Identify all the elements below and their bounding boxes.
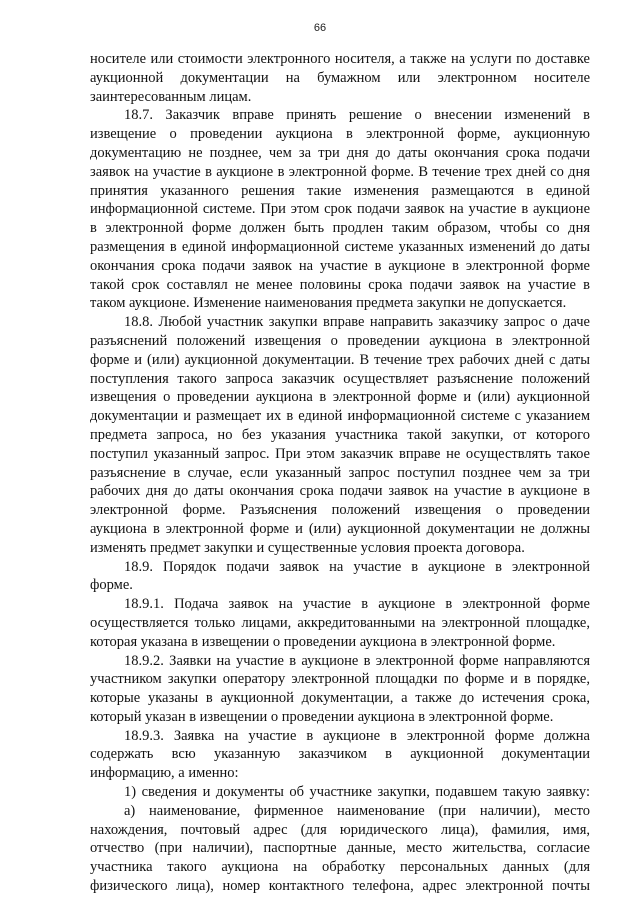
text-line: электронной форме. Разъяснения положений извещения о проведении [90,502,590,519]
text-line: форме. [90,577,133,594]
text-line: таком аукционе. Изменение наименования предмета закупки не допускается. [90,295,567,312]
text-line: документацию не позднее, чем за три дня до даты окончания срока подачи [90,144,590,161]
text-line: поступления такого запроса заказчик осуществляет разъяснение положений [90,370,590,387]
text-line: 18.8. Любой участник закупки вправе направить заказчику запрос о даче [124,314,590,331]
text-line: аукционной документации на бумажном или электронном носителе [90,69,590,86]
text-line: извещения о проведении аукциона в электронной форме и (или) аукционной [90,389,590,406]
text-line: такой срок составлял не менее половины срока подачи заявок на участие в [90,276,590,293]
text-line: которая указана в извещении о проведении аукциона в электронной форме. [90,633,556,650]
text-line: который указан в извещении о проведении аукциона в электронной форме. [90,708,554,725]
text-line: рабочих дня до даты окончания срока подачи заявок на участие в аукционе в [90,483,590,500]
text-line: извещение о проведении аукциона в электронной форме, аукционную [90,126,590,143]
text-line: принятия указанного решения такие изменения размещаются в единой [90,182,590,199]
text-line: 18.7. Заказчик вправе принять решение о внесении изменений в [124,107,590,124]
text-line: разъяснение в случае, если указанный запрос поступил позднее чем за три [90,464,590,481]
text-line: предмета запроса, но без указания участника такой закупки, от которого [90,426,590,443]
text-line: заявок на участие в аукционе в электронной форме. В течение трех дней со дня [90,163,590,180]
text-line: 18.9. Порядок подачи заявок на участие в аукционе в электронной [124,558,590,575]
text-line: 18.9.3. Заявка на участие в аукционе в электронной форме должна [124,727,590,744]
text-line: содержать всю указанную заказчиком в аукционной документации [90,746,590,763]
text-line: аукциона в электронной форме и (или) аукционной документации не должны [90,520,590,537]
text-line: физического лица), номер контактного телефона, адрес электронной почты [90,878,590,895]
text-line: окончания срока подачи заявок на участие в аукционе в электронной форме [90,257,590,274]
text-line: отчество (при наличии), паспортные данные, место жительства, согласие [90,840,590,857]
text-line: нахождения, почтовый адрес (для юридического лица), фамилия, имя, [90,821,590,838]
text-line: поступил указанный запрос. При этом заказчик вправе не осуществлять такое [90,445,590,462]
text-line: размещения в единой информационной системе указанных изменений до даты [90,238,590,255]
text-line: 18.9.2. Заявки на участие в аукционе в электронной форме направляются [124,652,590,669]
text-line: информационной системе. При этом срок подачи заявок на участие в аукционе [90,201,590,218]
text-line: изменять предмет закупки и существенные условия проекта договора. [90,539,525,556]
text-line: информацию, а именно: [90,765,239,782]
text-line: участника такого аукциона на обработку персональных данных (для [90,859,590,876]
text-line: которые указаны в аукционной документации, а также до истечения срока, [90,690,590,707]
text-line: участником закупки оператору электронной площадки по форме и в порядке, [90,671,590,688]
text-line: заинтересованным лицам. [90,88,252,105]
text-line: 1) сведения и документы об участнике закупки, подавшем такую заявку: [124,784,590,801]
text-line: 18.9.1. Подача заявок на участие в аукционе в электронной форме [124,596,590,613]
text-line: носителе или стоимости электронного носителя, а также на услуги по доставке [90,51,590,67]
page-number: 66 [313,22,327,34]
text-line: в электронной форме должен быть продлен таким образом, чтобы со дня [90,220,590,237]
document-body [90,50,590,896]
text-line: форме и (или) аукционной документации. В течение трех рабочих дней с даты [90,351,590,368]
text-line: а) наименование, фирменное наименование (при наличии), место [124,802,590,819]
text-line: осуществляется только лицами, аккредитованными на электронной площадке, [90,614,590,631]
text-line: документации и размещает их в единой информационной системе с указанием [90,408,590,425]
text-line: разъяснений положений извещения о проведении аукциона в электронной [90,332,590,349]
